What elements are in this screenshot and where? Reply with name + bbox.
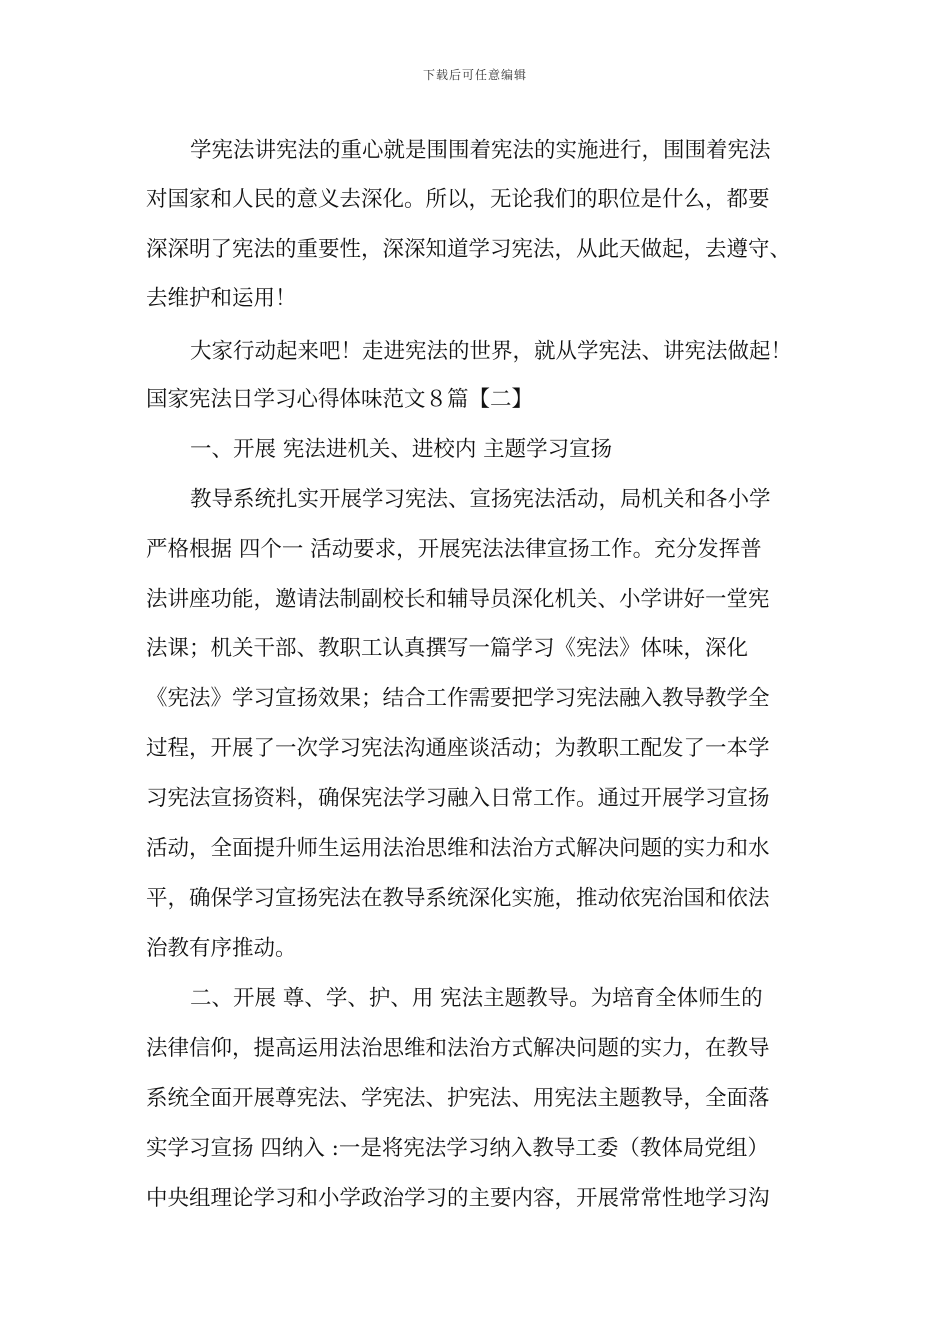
paragraph-line: 学宪法讲宪法的重心就是围围着宪法的实施进行，围围着宪法: [190, 138, 771, 163]
paragraph-line: 过程，开展了一次学习宪法沟通座谈活动；为教职工配发了一本学: [146, 736, 770, 761]
paragraph-line: 活动，全面提升师生运用法治思维和法治方式解决问题的实力和水: [146, 836, 770, 861]
page-header: 下载后可任意编辑: [422, 68, 527, 82]
paragraph-line: 法律信仰，提高运用法治思维和法治方式解决问题的实力，在教导: [146, 1036, 770, 1061]
paragraph-line: 法课；机关干部、教职工认真撰写一篇学习《宪法》体味，深化: [146, 636, 749, 661]
paragraph-line: 教导系统扎实开展学习宪法、宣扬宪法活动，局机关和各小学: [190, 487, 771, 512]
paragraph-line: 中央组理论学习和小学政治学习的主要内容，开展常常性地学习沟: [146, 1186, 770, 1211]
paragraph-line: 法讲座功能，邀请法制副校长和辅导员深化机关、小学讲好一堂宪: [146, 587, 770, 612]
paragraph-line: 去维护和运用！: [146, 286, 297, 311]
section-title: 国家宪法日学习心得体味范文８篇【二】: [146, 387, 534, 412]
paragraph-line: 平，确保学习宣扬宪法在教导系统深化实施，推动依宪治国和依法: [146, 886, 770, 911]
paragraph-line: 《宪法》学习宣扬效果；结合工作需要把学习宪法融入教导教学全: [146, 686, 770, 711]
paragraph-line: 严格根据 四个一 活动要求，开展宪法法律宣扬工作。充分发挥普: [146, 537, 762, 562]
paragraph-line: 深深明了宪法的重要性，深深知道学习宪法，从此天做起，去遵守、: [146, 237, 792, 262]
paragraph-line: 二、开展 尊、学、护、用 宪法主题教导。为培育全体师生的: [190, 986, 763, 1011]
paragraph-line: 习宪法宣扬资料，确保宪法学习融入日常工作。通过开展学习宣扬: [146, 786, 770, 811]
subsection-heading: 一、开展 宪法进机关、进校内 主题学习宣扬: [190, 437, 613, 462]
paragraph-line: 对国家和人民的意义去深化。所以，无论我们的职位是什么，都要: [146, 187, 770, 212]
paragraph-line: 系统全面开展尊宪法、学宪法、护宪法、用宪法主题教导，全面落: [146, 1086, 770, 1111]
paragraph-line: 实学习宣扬 四纳入 :一是将宪法学习纳入教导工委（教体局党组）: [146, 1136, 769, 1161]
paragraph-line: 大家行动起来吧！走进宪法的世界，就从学宪法、讲宪法做起！: [190, 339, 793, 364]
paragraph-line: 治教有序推动。: [146, 936, 297, 961]
